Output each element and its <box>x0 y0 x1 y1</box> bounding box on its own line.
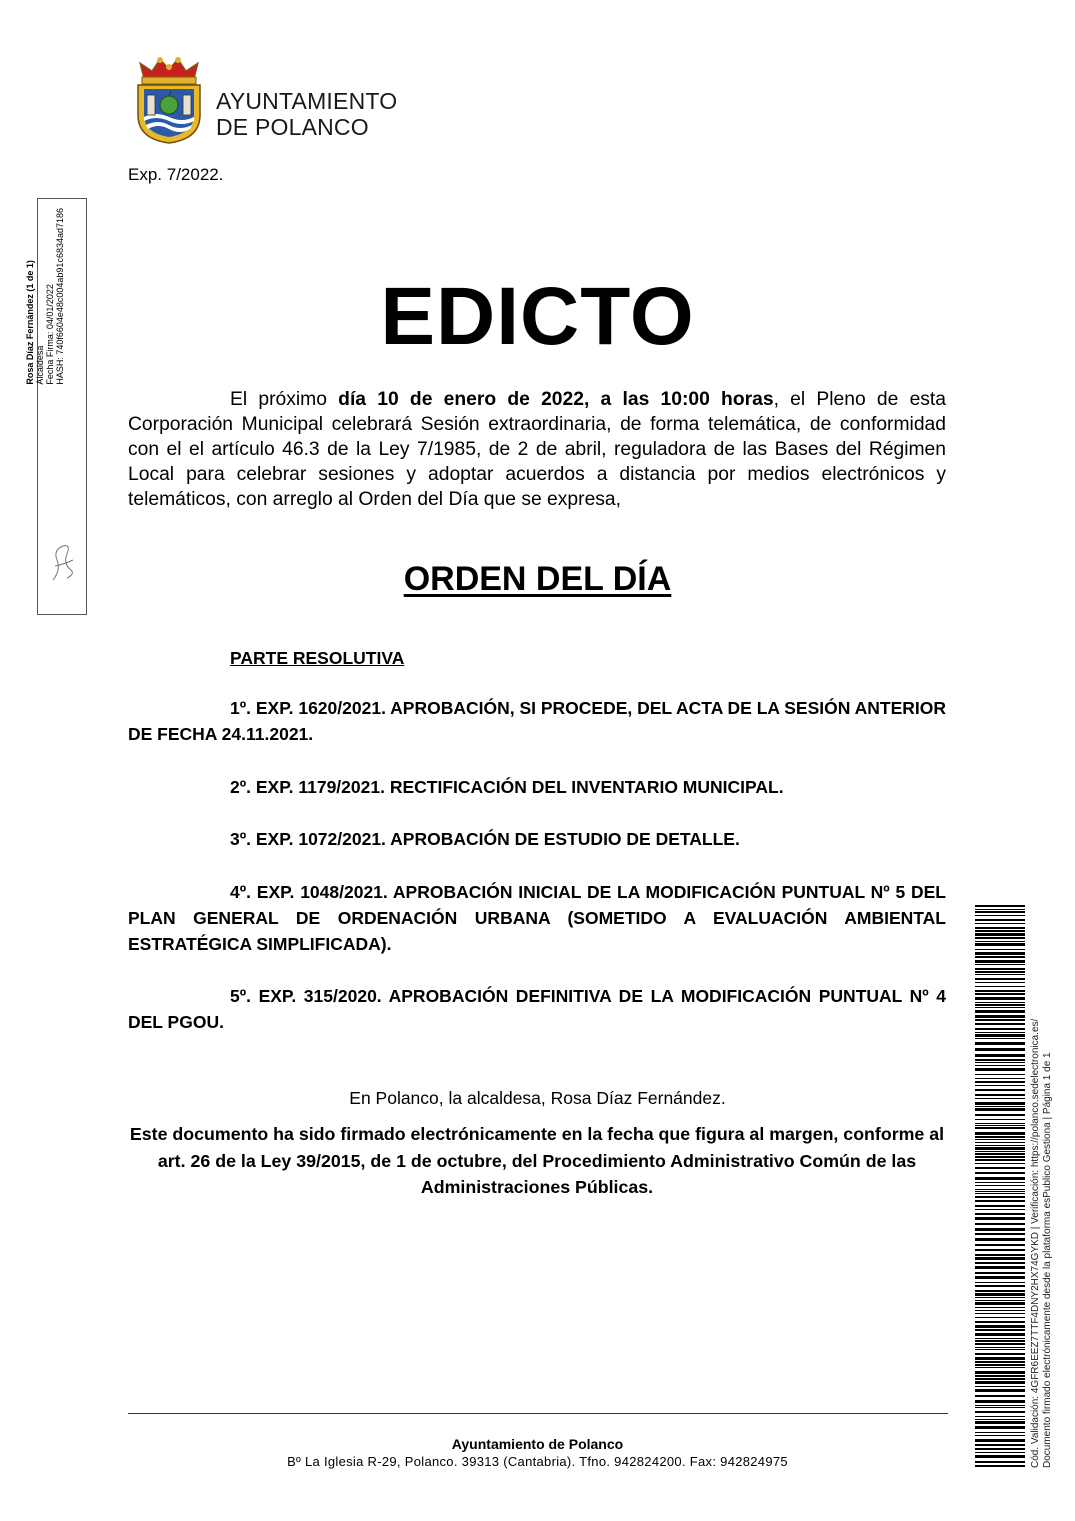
signature-notice: Este documento ha sido firmado electrónicamente en la fecha que figura al margen, conforme al art. 26 de la Ley 39/2015, de 1 de octubre, del Procedimiento Administrativo Común de las Administraciones Públicas. <box>129 1124 945 1197</box>
page-title: EDICTO <box>380 271 695 362</box>
signature-date: Fecha Firma: 04/01/2022 <box>45 284 55 385</box>
intro-date: día 10 de enero de 2022, a las 10:00 horas <box>338 389 774 410</box>
header-logo <box>130 55 415 145</box>
agenda-item-4: 4º. EXP. 1048/2021. APROBACIÓN INICIAL DE LA MODIFICACIÓN PUNTUAL Nº 5 DEL PLAN GENERAL DE ORDENACIÓN URBANA (SOMETIDO A EVALUACIÓN AMBIENTAL ESTRATÉGICA SIMPLIFICADA). <box>128 882 946 954</box>
footer-divider <box>128 1413 948 1414</box>
section-heading: PARTE RESOLUTIVA <box>230 648 405 668</box>
signature-hash: HASH: 740f6604e48c004ab91c6834ad7186 <box>55 208 65 385</box>
signer-name: Rosa Díaz Fernández (1 de 1) <box>25 260 35 385</box>
footer-address: Bº La Iglesia R-29, Polanco. 39313 (Cantabria). Tfno. 942824200. Fax: 942824975 <box>287 1454 788 1469</box>
validation-line-2: Documento firmado electrónicamente desde la plataforma esPublico Gestiona | Página 1 de 1 <box>1042 1052 1053 1468</box>
org-name <box>216 88 397 140</box>
closing-line: En Polanco, la alcaldesa, Rosa Díaz Fernández. <box>349 1088 726 1108</box>
agenda-item-3: 3º. EXP. 1072/2021. APROBACIÓN DE ESTUDIO DE DETALLE. <box>230 829 740 849</box>
signer-role: Alcaldesa <box>35 345 45 385</box>
barcode-icon <box>975 905 1025 1468</box>
agenda-item-5: 5º. EXP. 315/2020. APROBACIÓN DEFINITIVA DE LA MODIFICACIÓN PUNTUAL Nº 4 DEL PGOU. <box>128 986 946 1032</box>
validation-text <box>1030 1019 1054 1468</box>
coat-of-arms-icon <box>130 55 208 145</box>
agenda-item-1: 1º. EXP. 1620/2021. APROBACIÓN, SI PROCEDE, DEL ACTA DE LA SESIÓN ANTERIOR DE FECHA 24.11.2021. <box>128 698 946 744</box>
agenda-title: ORDEN DEL DÍA <box>403 560 672 598</box>
agenda-item-2: 2º. EXP. 1179/2021. RECTIFICACIÓN DEL INVENTARIO MUNICIPAL. <box>230 777 784 797</box>
intro-prefix: El próximo <box>230 389 339 410</box>
org-line-2: DE POLANCO <box>216 114 369 140</box>
intro-paragraph <box>128 387 946 512</box>
org-line-1: AYUNTAMIENTO <box>216 88 398 114</box>
intro-body: , el Pleno de esta Corporación Municipal celebrará Sesión extraordinaria, de forma telemática, de conformidad con el el artículo 46.3 de la Ley 7/1985, de 2 de abril, reguladora de las Bases del Régimen Local para celebrar sesiones y adoptar acuerdos a distancia por medios electrónicos y telemáticos, con arreglo al Orden del Día que se expresa, <box>128 389 947 510</box>
footer-org-name: Ayuntamiento de Polanco <box>451 1436 624 1452</box>
validation-line-1: Cód. Validación: 4GFR6EEZ7TTF4DNY2HX74GYKD | Verificación: https://polanco.sedelectronica.es/ <box>1030 1018 1041 1468</box>
expedient-number: Exp. 7/2022. <box>128 165 224 184</box>
